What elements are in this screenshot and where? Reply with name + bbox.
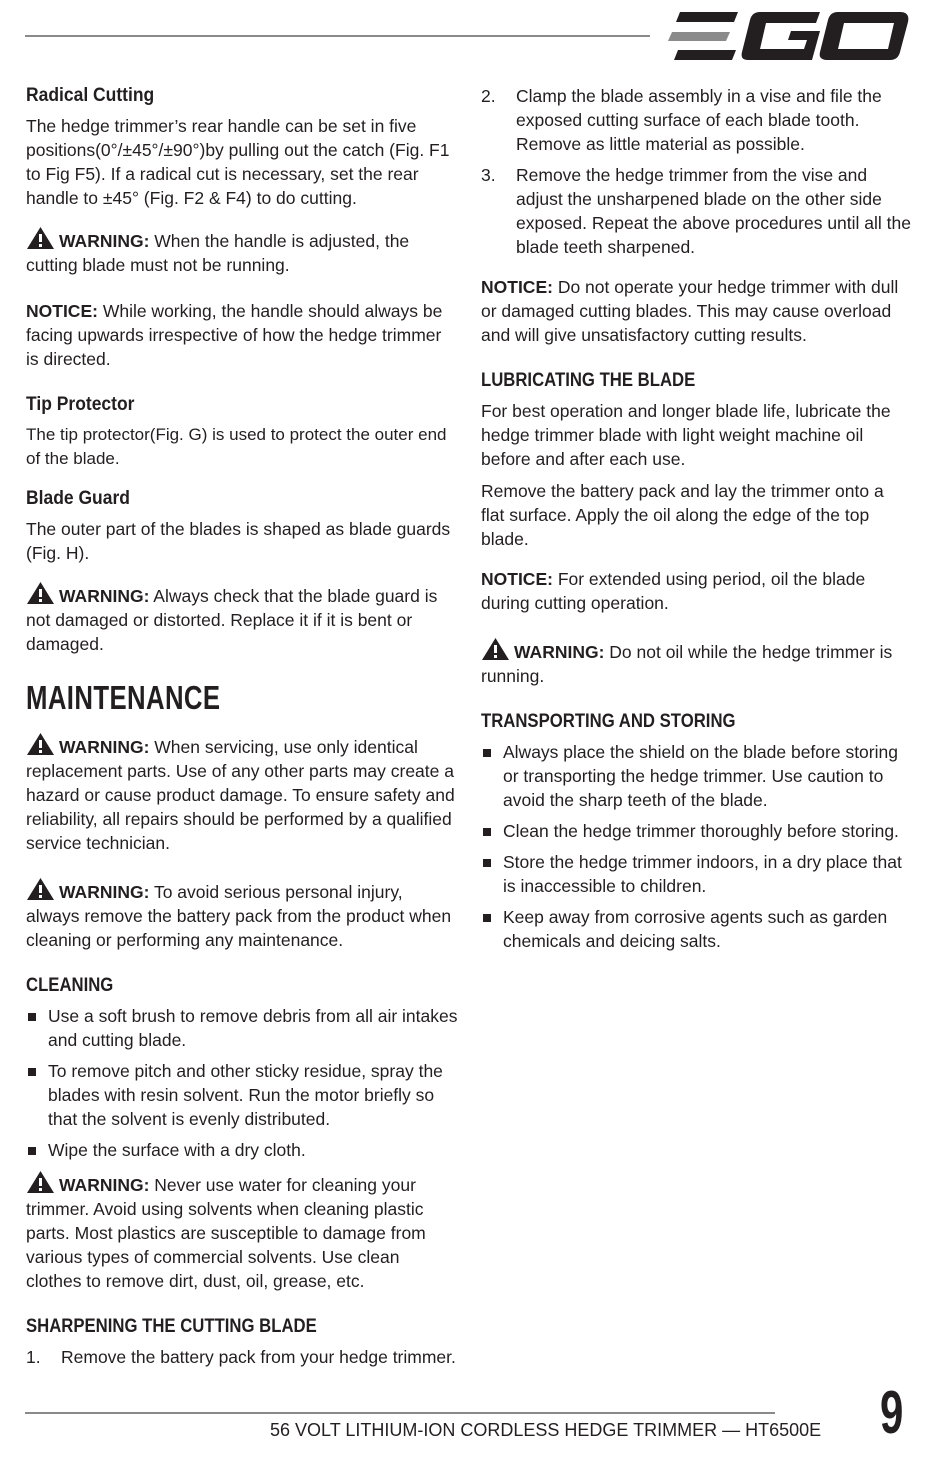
warning-text: To avoid serious personal injury, always remove the battery pack from the product when cleaning or performing any maintenance.	[26, 882, 452, 950]
warning-label: WARNING:	[59, 882, 150, 902]
blade-guard-heading: Blade Guard	[26, 488, 130, 509]
cleaning-heading: CLEANING	[26, 975, 114, 996]
list-item: Always place the shield on the blade before storing or transporting the hedge trimmer. Use caution to avoid the sharp teeth of the blade.	[481, 740, 911, 812]
warning-text: Always check that the blade guard is not damaged or distorted. Replace it if it is bent or damaged.	[26, 586, 438, 654]
tip-protector-body: The tip protector(Fig. G) is used to protect the outer end of the blade.	[26, 425, 447, 468]
notice-dull-blades	[481, 275, 911, 347]
sharpening-steps-continued	[481, 84, 911, 259]
warning-icon	[26, 1170, 55, 1194]
bullet-icon	[483, 859, 491, 867]
list-item: 3. Remove the hedge trimmer from the vise and adjust the unsharpened blade on the other side exposed. Repeat the above procedures until all the blade teeth sharpened.	[481, 165, 911, 257]
bullet-icon	[483, 914, 491, 922]
notice-label: NOTICE:	[481, 277, 553, 297]
blade-guard-body: The outer part of the blades is shaped as blade guards (Fig. H).	[26, 519, 451, 563]
warning-servicing	[26, 732, 458, 855]
list-item: Use a soft brush to remove debris from all air intakes and cutting blade.	[26, 1004, 458, 1052]
tip-protector-heading: Tip Protector	[26, 394, 135, 415]
warning-icon	[481, 637, 510, 661]
notice-label: NOTICE:	[481, 569, 553, 589]
warning-label: WARNING:	[59, 586, 150, 606]
list-item: Keep away from corrosive agents such as garden chemicals and deicing salts.	[481, 905, 911, 953]
list-item: 1. Remove the battery pack from your hedge trimmer.	[26, 1347, 456, 1367]
storing-heading: TRANSPORTING AND STORING	[481, 711, 736, 732]
left-column	[26, 84, 458, 1377]
warning-icon	[26, 732, 55, 756]
list-item: To remove pitch and other sticky residue, spray the blades with resin solvent. Run the motor briefly so that the solvent is evenly distributed.	[26, 1059, 458, 1131]
bottom-rule	[25, 1412, 775, 1414]
notice-oil	[481, 567, 911, 615]
warning-injury	[26, 877, 458, 952]
warning-label: WARNING:	[59, 737, 150, 757]
warning-text: Never use water for cleaning your trimmer. Avoid using solvents when cleaning plastic parts. Most plastics are susceptible to damage from various types of commercial solvents. Use clean clothes to remove dirt, dust, oil, grease, etc.	[26, 1175, 426, 1291]
warning-label: WARNING:	[59, 1175, 150, 1195]
bullet-icon	[28, 1013, 36, 1021]
warning-icon	[26, 226, 55, 250]
warning-label: WARNING:	[59, 231, 150, 251]
warning-water	[26, 1170, 458, 1293]
maintenance-heading: MAINTENANCE	[26, 679, 221, 716]
top-rule	[25, 35, 650, 37]
bullet-icon	[28, 1068, 36, 1076]
cleaning-list	[26, 1004, 458, 1162]
sharpening-steps	[26, 1345, 458, 1369]
warning-text: When the handle is adjusted, the cutting blade must not be running.	[26, 231, 410, 275]
list-item: Wipe the surface with a dry cloth.	[26, 1138, 458, 1162]
right-column	[481, 84, 911, 961]
notice-text: Do not operate your hedge trimmer with dull or damaged cutting blades. This may cause overload and will give unsatisfactory cutting results.	[481, 277, 899, 345]
warning-oil	[481, 637, 911, 688]
lubricating-body-2: Remove the battery pack and lay the trimmer onto a flat surface. Apply the oil along the edge of the top blade.	[481, 481, 884, 549]
list-item: Store the hedge trimmer indoors, in a dry place that is inaccessible to children.	[481, 850, 911, 898]
warning-blade-guard	[26, 581, 458, 656]
warning-text: Do not oil while the hedge trimmer is running.	[481, 642, 893, 686]
warning-icon	[26, 877, 55, 901]
bullet-icon	[483, 749, 491, 757]
notice-handle	[26, 299, 458, 371]
warning-label: WARNING:	[514, 642, 605, 662]
footer-title: 56 VOLT LITHIUM-ION CORDLESS HEDGE TRIMMER — HT6500E	[270, 1420, 822, 1440]
notice-label: NOTICE:	[26, 301, 98, 321]
bullet-icon	[483, 828, 491, 836]
sharpening-heading: SHARPENING THE CUTTING BLADE	[26, 1316, 317, 1337]
radical-cutting-body: The hedge trimmer’s rear handle can be set in five positions(0°/±45°/±90°)by pulling out the catch (Fig. F1 to Fig F5). If a radical cut is necessary, set the rear handle to ±45° (Fig. F2 & F4) to do cutting.	[26, 116, 450, 208]
page-number: 9	[880, 1379, 904, 1446]
notice-text: While working, the handle should always be facing upwards irrespective of how the hedge trimmer is directed.	[26, 301, 443, 369]
warning-text: When servicing, use only identical replacement parts. Use of any other parts may create a hazard or cause product damage. To ensure safety and reliability, all repairs should be performed by a qualified service technician.	[26, 737, 455, 853]
lubricating-body-1: For best operation and longer blade life, lubricate the hedge trimmer blade with light weight machine oil before and after each use.	[481, 401, 891, 469]
warning-handle	[26, 226, 458, 277]
list-item: 2. Clamp the blade assembly in a vise and file the exposed cutting surface of each blade tooth. Remove as little material as possible.	[481, 86, 882, 154]
warning-icon	[26, 581, 55, 605]
radical-cutting-heading: Radical Cutting	[26, 85, 155, 106]
lubricating-heading: LUBRICATING THE BLADE	[481, 370, 696, 391]
notice-text: For extended using period, oil the blade during cutting operation.	[481, 569, 866, 613]
ego-logo	[668, 8, 910, 64]
bullet-icon	[28, 1147, 36, 1155]
list-item: Clean the hedge trimmer thoroughly before storing.	[481, 819, 911, 843]
storing-list	[481, 740, 911, 953]
